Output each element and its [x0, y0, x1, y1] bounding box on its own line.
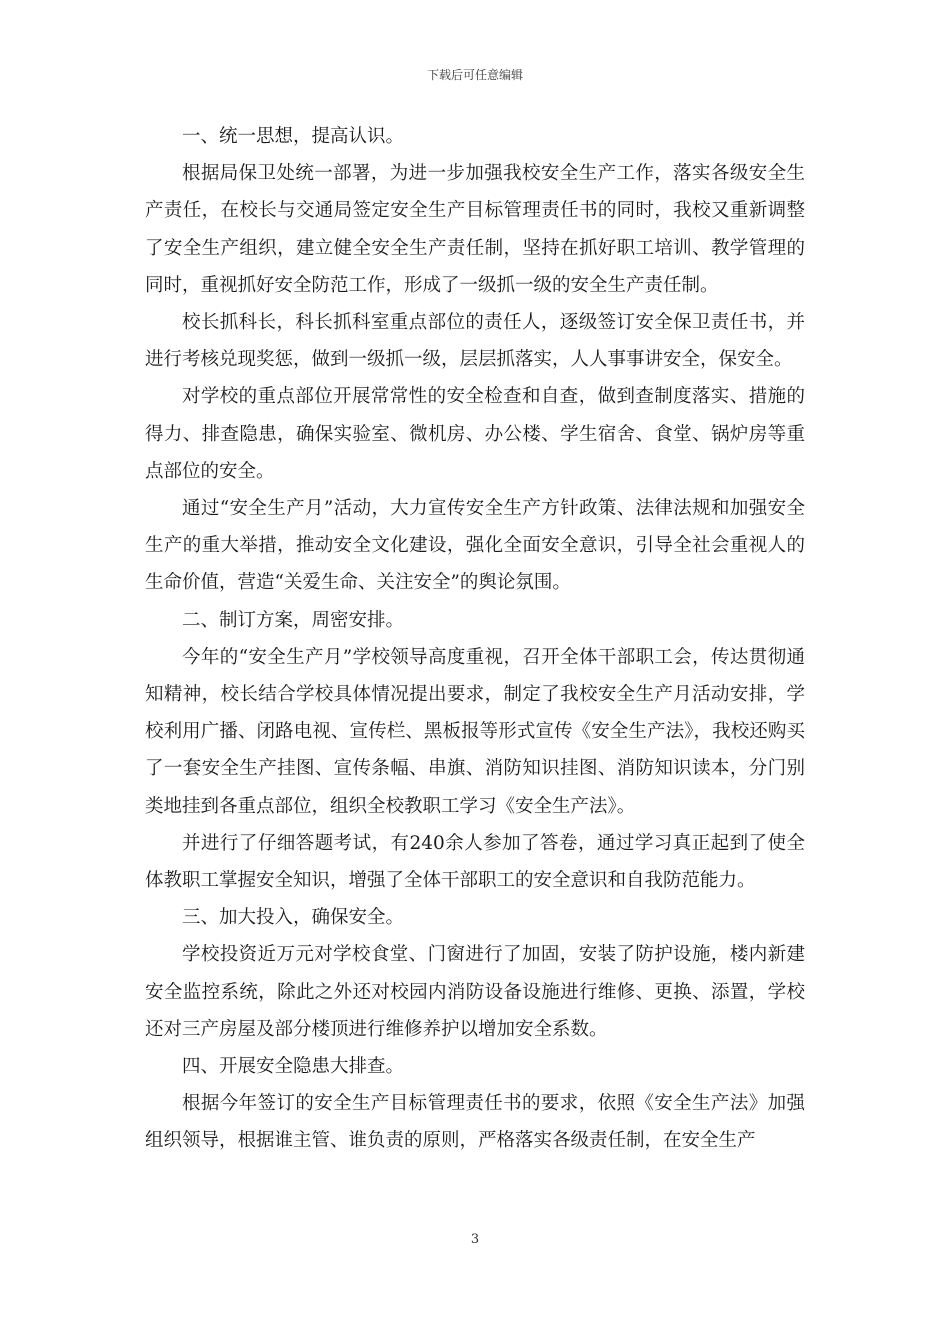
- body-paragraph: 学校投资近万元对学校食堂、门窗进行了加固，安装了防护设施，楼内新建安全监控系统，除此之外还对校园内消防设备设施进行维修、更换、添置，学校还对三产房屋及部分楼顶进行维修养护以增加安全系数。: [145, 944, 805, 1040]
- section-heading-3: 三、加大投入，确保安全。: [182, 907, 405, 929]
- page-number: 3: [470, 1232, 480, 1247]
- page-header: 下载后可任意编辑: [426, 68, 523, 82]
- body-paragraph: 通过“安全生产月”活动，大力宣传安全生产方针政策、法律法规和加强安全生产的重大举措，推动安全文化建设，强化全面安全意识，引导全社会重视人的生命价值，营造“关爱生命、关注安全”的舆论氛围。: [145, 498, 805, 594]
- body-paragraph: 并进行了仔细答题考试，有240余人参加了答卷，通过学习真正起到了使全体教职工掌握安全知识，增强了全体干部职工的安全意识和自我防范能力。: [145, 832, 805, 892]
- section-heading-1: 一、统一思想，提高认识。: [182, 126, 405, 147]
- document-body: [145, 118, 805, 1160]
- body-paragraph: 根据今年签订的安全生产目标管理责任书的要求，依照《安全生产法》加强组织领导，根据谁主管、谁负责的原则，严格落实各级责任制，在安全生产: [145, 1093, 805, 1152]
- body-paragraph: 对学校的重点部位开展常常性的安全检查和自查，做到查制度落实、措施的得力、排查隐患，确保实验室、微机房、办公楼、学生宿舍、食堂、锅炉房等重点部位的安全。: [145, 386, 805, 482]
- section-heading-2: 二、制订方案，周密安排。: [182, 609, 405, 631]
- body-paragraph: 根据局保卫处统一部署，为进一步加强我校安全生产工作，落实各级安全生产责任，在校长与交通局签定安全生产目标管理责任书的同时，我校又重新调整了安全生产组织，建立健全安全生产责任制，坚持在抓好职工培训、教学管理的同时，重视抓好安全防范工作，形成了一级抓一级的安全生产责任制。: [145, 163, 805, 296]
- body-paragraph: 校长抓科长，科长抓科室重点部位的责任人，逐级签订安全保卫责任书，并进行考核兑现奖惩，做到一级抓一级，层层抓落实，人人事事讲安全，保安全。: [145, 312, 805, 371]
- section-heading-4: 四、开展安全隐患大排查。: [182, 1056, 405, 1078]
- body-paragraph: 今年的“安全生产月”学校领导高度重视，召开全体干部职工会，传达贯彻通知精神，校长结合学校具体情况提出要求，制定了我校安全生产月活动安排，学校利用广播、闭路电视、宣传栏、黑板报等形式宣传《安全生产法》，我校还购买了一套安全生产挂图、宣传条幅、串旗、消防知识挂图、消防知识读本，分门别类地挂到各重点部位，组织全校教职工学习《安全生产法》。: [145, 646, 805, 817]
